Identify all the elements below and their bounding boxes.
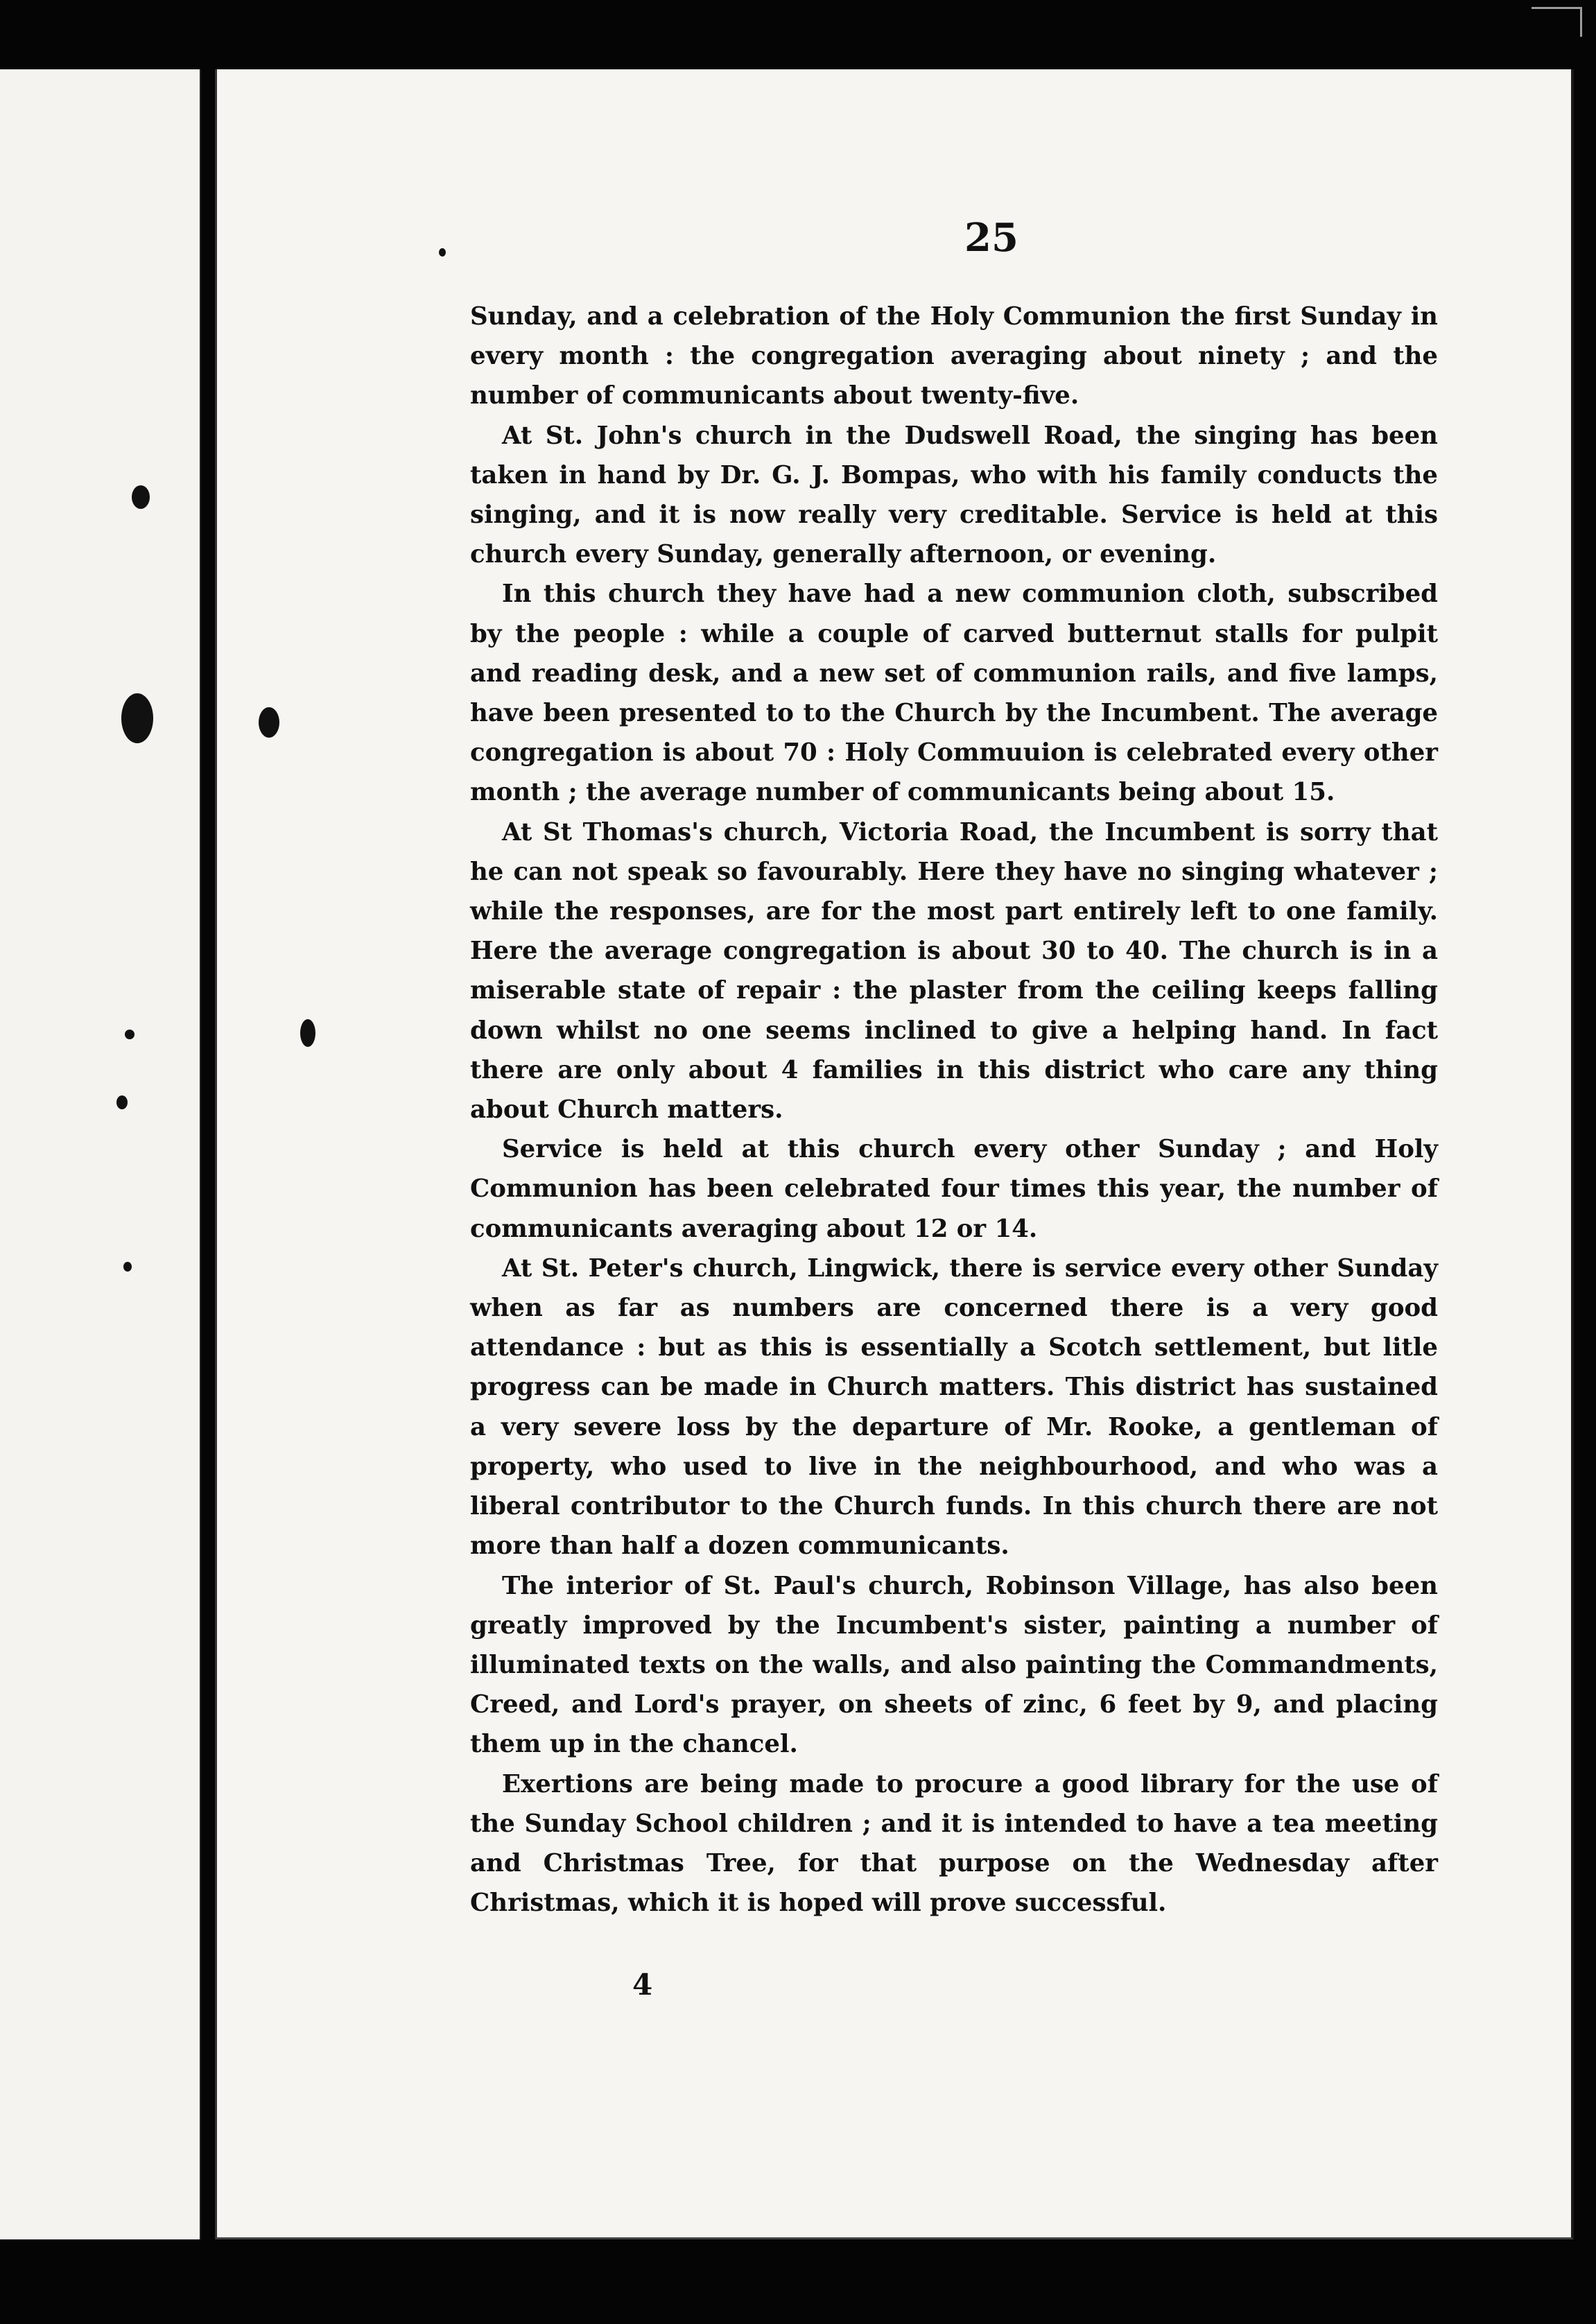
paragraph: Service is held at this church every other Sunday ; and Holy Communion has been celebrated four times this year, the number of communicants averaging about 12 or 14. [470,1135,1438,1243]
paragraph: At St Thomas's church, Victoria Road, the Incumbent is sorry that he can not speak so favourably. Here they have no singing whatever ; while the responses, are for the most part entirely left to one family. Here the average congregation is about 30 to 40. The church is in a miserable state of repair : the plaster from the ceiling keeps falling down whilst no one seems inclined to give a helping hand. In fact there are only about 4 families in this district who care any thing about Church matters. [470,817,1438,1125]
paragraph: In this church they have had a new communion cloth, subscribed by the people : while a couple of carved butternut stalls for pulpit and reading desk, and a new set of communion rails, and five lamps, have been presented to to the Church by the Incumbent. The average congregation is about 70 : Holy Commuuion is celebrated every other month ; the average number of communicants being about 15. [470,580,1438,807]
paragraph: Sunday, and a celebration of the Holy Communion the first Sunday in every month : the congregation averaging about ninety ; and the number of communicants about twenty-five. [470,302,1438,410]
body-text [470,297,1438,1923]
paragraph: Exertions are being made to procure a good library for the use of the Sunday School children ; and it is intended to have a tea meeting and Christmas Tree, for that purpose on the Wednesday after Christmas, which it is hoped will prove successful. [470,1769,1438,1918]
signature-mark: 4 [632,1968,653,2002]
ink-speck [300,1019,315,1047]
ink-speck [125,1030,135,1039]
ink-speck [123,1262,132,1272]
scan-corner-mark [1532,7,1582,37]
ink-speck [439,248,446,257]
paragraph: At St. John's church in the Dudswell Road, the singing has been taken in hand by Dr. G. J. Bompas, who with his family conducts the singing, and it is now really very creditable. Service is held at this church every Sunday, generally afternoon, or evening. [470,421,1438,569]
ink-speck [132,485,150,509]
ink-speck [121,693,153,743]
ink-speck [116,1095,128,1109]
facing-page-edge [0,69,201,2239]
page-number: 25 [964,215,1018,261]
paragraph: The interior of St. Paul's church, Robinson Village, has also been greatly improved by the Incumbent's sister, painting a number of illuminated texts on the walls, and also painting the Commandments, Creed, and Lord's prayer, on sheets of zinc, 6 feet by 9, and placing them up in the chancel. [470,1571,1438,1759]
paragraph: At St. Peter's church, Lingwick, there is service every other Sunday when as far as numbers are concerned there is a very good attendance : but as this is essentially a Scotch settlement, but litle progress can be made in Church matters. This district has sustained a very severe loss by the departure of Mr. Rooke, a gentleman of property, who used to live in the neighbourhood, and who was a liberal contributor to the Church funds. In this church there are not more than half a dozen communicants. [470,1254,1438,1561]
ink-speck [259,707,279,738]
